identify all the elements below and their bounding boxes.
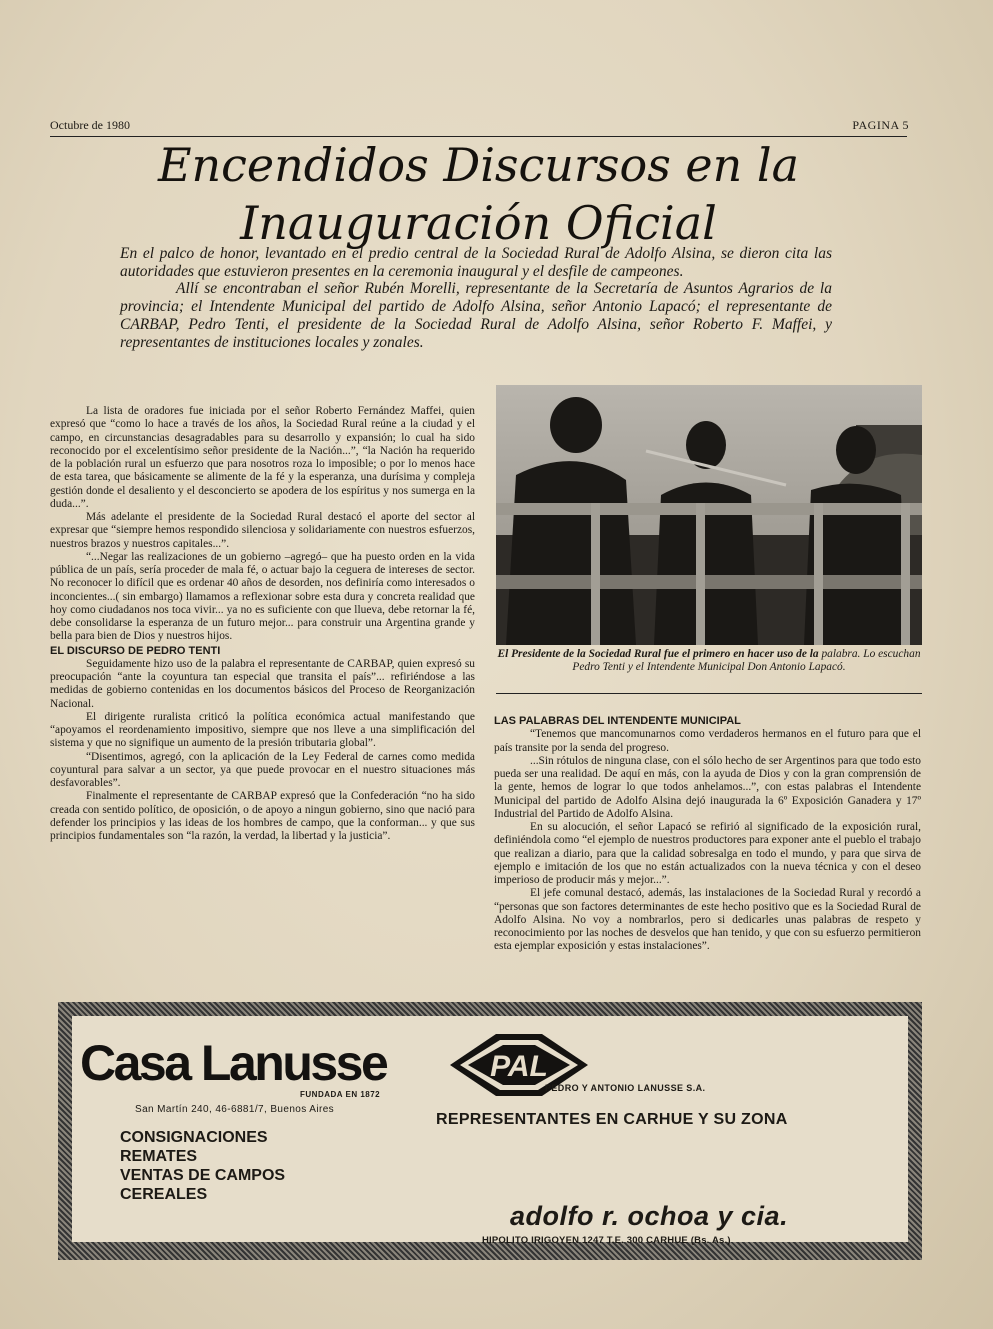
founded-line: FUNDADA EN 1872 xyxy=(300,1090,381,1099)
service-item: VENTAS DE CAMPOS xyxy=(120,1167,286,1184)
lead-paragraph: En el palco de honor, levantado en el predio central de la Sociedad Rural de Adolfo Alsina, se dieron cita las autoridades que estuvieron presentes en la ceremonia inaugural y el desfile de campeones. xyxy=(120,245,832,280)
pal-logo-text: PAL xyxy=(490,1050,548,1083)
service-item: CONSIGNACIONES xyxy=(120,1129,268,1146)
issue-date: Octubre de 1980 xyxy=(50,118,130,132)
article-column-left xyxy=(50,405,475,843)
pal-company-name: PEDRO Y ANTONIO LANUSSE S.A. xyxy=(545,1083,706,1093)
article-paragraph: La lista de oradores fue iniciada por el señor Roberto Fernández Maffei, quien expresó que “como lo hace a través de los años, la Sociedad Rural reúne a la ciudad y el campo, en circunstancias desagradables para su desarrollo y expansión; lo cual ha sido reconocido por el excelentísimo señor presidente de la Nación...”, “la Nación ha requerido de la población rural un esfuerzo que para nosotros roza lo imposible; o por lo menos hace de esta tarea, que básicamente se alimente de la fé y la esperanza, una durísima y compleja gestión donde el desaliento y el desconcierto se apodera de los espíritus y nos sumerga en la duda...”. xyxy=(50,405,475,510)
service-item: CEREALES xyxy=(120,1186,208,1203)
lead-paragraphs xyxy=(120,245,832,351)
photo-caption xyxy=(496,648,922,674)
casa-lanusse-logo: Casa Lanusse xyxy=(80,1035,387,1091)
article-paragraph: Seguidamente hizo uso de la palabra el representante de CARBAP, quien expresó su preocupación “ante la coyuntura tan especial que transita el país”... refiriéndose a las medidas de gobierno contenidas en los documentos básicos del Proceso de Reorganización Nacional. xyxy=(50,657,475,710)
headline-line-1: Encendidos Discursos en la xyxy=(157,138,800,192)
photo-illustration xyxy=(496,385,922,645)
headline xyxy=(50,136,907,252)
lead-paragraph: Allí se encontraban el señor Rubén Morelli, representante de la Secretaría de Asuntos Agrarios de la provincia; el Intendente Municipal del partido de Adolfo Alsina, señor Antonio Lapacó; el representante de CARBAP, Pedro Tenti, el presidente de la Sociedad Rural de Adolfo Alsina, señor Roberto F. Maffei, y representantes de instituciones locales y zonales. xyxy=(120,280,832,351)
article-paragraph: El jefe comunal destacó, además, las instalaciones de la Sociedad Rural y recordó a “personas que son factores determinantes de este hecho positivo que es la Sociedad Rural de Adolfo Alsina. No voy a nombrarlos, pero si dedicarles unas palabras de respeto y reconocimiento por las noches de desvelos que han tenido, y que con su esfuerzo permitieron esta ejemplar exposición y estas instalaciones”. xyxy=(494,887,921,953)
article-paragraph: “Tenemos que mancomunarnos como verdaderos hermanos en el futuro para que el país transite por la senda del progreso. xyxy=(494,728,921,754)
article-paragraph: El dirigente ruralista criticó la política económica actual manifestando que “apoyamos el reordenamiento impositivo, siempre que nos lleve a una simplificación del sistema y que no signifique un aumento de la presión tributaria global”. xyxy=(50,710,475,750)
services-list xyxy=(120,1128,285,1204)
speakers-photo xyxy=(496,385,922,645)
representatives-line: REPRESENTANTES EN CARHUE Y SU ZONA xyxy=(436,1111,788,1128)
article-column-right xyxy=(494,714,921,954)
article-paragraph: “...Negar las realizaciones de un gobierno –agregó– que ha puesto orden en la vida pública de un país, sería proceder de mala fé, o actuar bajo la ceguera de intereses de sector. No reconocer lo difícil que es ordenar 40 años de desorden, nos definiría como interesados o inconcientes...( sin embargo) llamamos a reflexionar sobre esta dura y concreta realidad que hoy como ciudadanos nos toca vivir... ya no es suficiente con que llueva, debe retornar la fé, debe consolidarse la esperanza de un futuro mejor... para construir una Argentina grande y bella para bien de Dios y nuestros hijos. xyxy=(50,550,475,643)
caption-bold-part: El Presidente de la Sociedad Rural fue el primero en hacer uso de la xyxy=(497,648,819,660)
caption-rest: palabra. Lo escuchan Pedro Tenti y el Intendente Municipal Don Antonio Lapacó. xyxy=(572,648,921,673)
agent-address: HIPOLITO IRIGOYEN 1247 T.E. 300 CARHUE (Bs. As.) xyxy=(482,1235,731,1246)
casa-lanusse-address: San Martín 240, 46-6881/7, Buenos Aires xyxy=(135,1104,335,1115)
service-item: REMATES xyxy=(120,1148,198,1165)
article-paragraph: Finalmente el representante de CARBAP expresó que la Confederación “no ha sido creada con sentido político, de oposición, o de apoyo a ningun gobierno, sino que nació para defender los principios y las ideas de los hombres de campo, que la conforman... y que sus principios fundamentales son “la razón, la verdad, la libertad y la justicia”. xyxy=(50,790,475,842)
caption-rule xyxy=(496,693,922,694)
article-paragraph: ...Sin rótulos de ninguna clase, con el sólo hecho de ser Argentinos para que todo esto pueda ser una realidad. De aquí en más, con la ayuda de Dios y con la gran comprensión de la gente, hemos de lograr lo que todos anhelamos...”, con estas palabras el Intendente Municipal del partido de Adolfo Alsina dejó inaugurada la 6º Exposición Ganadera y 17º Industrial del Partido de Adolfo Alsina. xyxy=(494,754,921,820)
subheading-intendente: LAS PALABRAS DEL INTENDENTE MUNICIPAL xyxy=(494,715,741,727)
article-paragraph: “Disentimos, agregó, con la aplicación de la Ley Federal de carnes como medida coyuntural para salvar a un sector, ya que puede provocar en el nuestro situaciones más desfavorables”. xyxy=(50,750,475,789)
headline-line-2: Inauguración Oficial xyxy=(240,196,717,250)
agent-name: adolfo r. ochoa y cia. xyxy=(510,1201,789,1231)
article-paragraph: Más adelante el presidente de la Sociedad Rural destacó el aporte del sector al expresar que “siempre hemos respondido silenciosa y solidariamente con nuestros esfuerzos, nuestros brazos y nuestros capitales...”. xyxy=(50,511,475,550)
subheading-tenti: EL DISCURSO DE PEDRO TENTI xyxy=(50,644,221,657)
article-paragraph: En su alocución, el señor Lapacó se refirió al significado de la exposición rural, definiéndola como “el ejemplo de nuestros productores para exponer ante el pueblo el trabajo que realizan a diario, para que la calidad sobresalga en todo el mundo, y para que sirva de ejemplo e imitación de los que no están actualizados con la nueva técnica y con el deseo imperioso de producir más y mejor...”. xyxy=(494,821,921,886)
page-number: PAGINA 5 xyxy=(852,118,909,132)
